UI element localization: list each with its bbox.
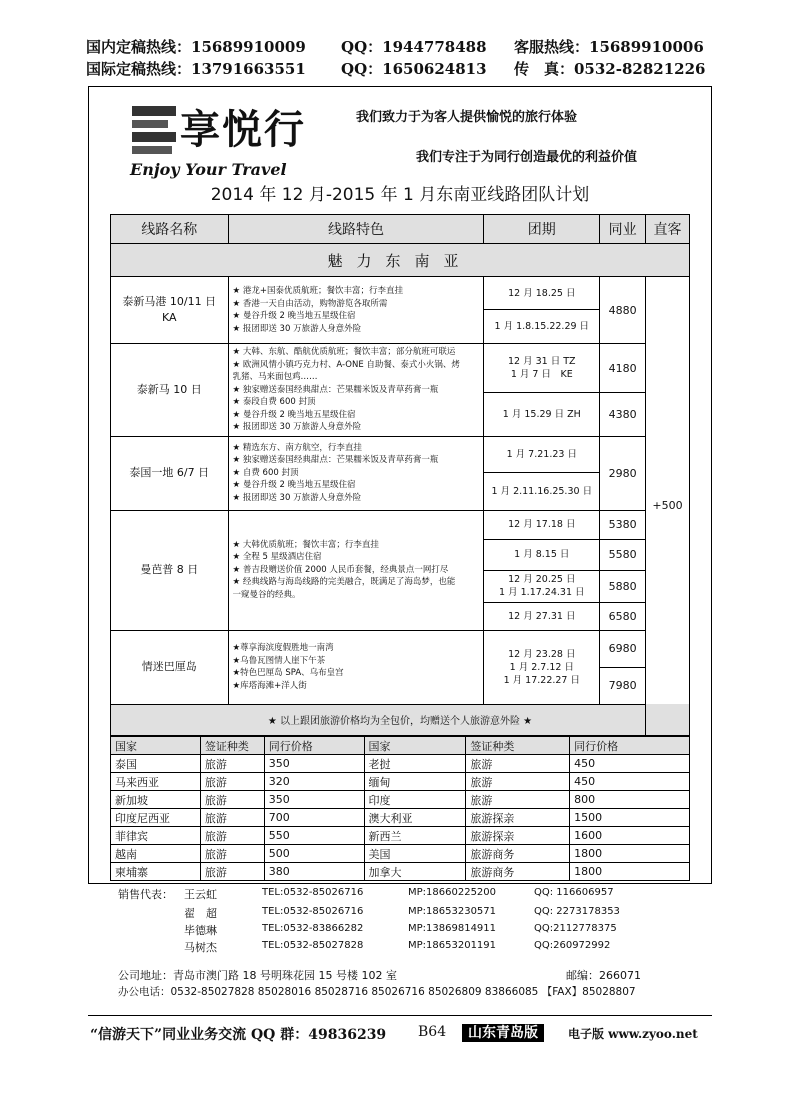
col-route: 线路名称 <box>111 215 229 244</box>
route-features: ★ 大韩优质航班；餐饮丰富；行李直挂 ★ 全程 5 星级酒店住宿 ★ 普吉段赠送价值 2000 人民币套餐，经典景点一网打尽 ★ 经典线路与海岛线路的完美融合，既满足了海岛梦，也能 一窥曼谷的经典。 <box>228 510 484 630</box>
rep-qq: QQ: 116606957 <box>534 887 614 898</box>
route-period: 12 月 17.18 日 <box>484 510 600 539</box>
section-title: 魅力东南亚 <box>111 244 690 277</box>
fax: 传 真：0532-82821226 <box>514 60 706 78</box>
direct-price: +500 <box>646 277 690 736</box>
rep-qq: QQ:260972992 <box>534 940 611 951</box>
route-price: 2980 <box>600 436 646 510</box>
col-direct-price: 直客 <box>646 215 690 244</box>
route-price: 4880 <box>600 277 646 344</box>
route-price: 5380 <box>600 510 646 539</box>
visa-row: 越南 旅游 500 美国 旅游商务 1800 <box>111 845 690 863</box>
rep-mobile: MP:18653201191 <box>408 940 497 951</box>
visa-table <box>110 736 690 881</box>
rep-mobile: MP:18653230571 <box>408 906 497 917</box>
rep-name: 毕德琳 <box>184 924 217 937</box>
route-features: ★ 大韩、东航、酷航优质航班；餐饮丰富；部分航班可联运 ★ 欧洲风情小镇巧克力村、A-ONE 自助餐、泰式小火锅、烤 乳猪、马来面包鸡…… ★ 独家赠送泰国经典甜点：芒果糯米饭及青草药膏一瓶 ★ 泰段自费 600 封顶 ★ 曼谷升级 2 晚当地五星级住宿 ★ 报团即送 30 万旅游人身意外险 <box>228 344 484 437</box>
intl-hotline: 国际定稿热线：13791663551 <box>86 60 306 78</box>
visa-head: 国家 <box>364 737 466 755</box>
visa-row: 泰国 旅游 350 老挝 旅游 450 <box>111 755 690 773</box>
route-period: 1 月 1.8.15.22.29 日 <box>484 310 600 344</box>
tour-footer-note: ★ 以上跟团旅游价格均为全包价，均赠送个人旅游意外险 ★ <box>111 704 690 735</box>
route-name: 曼芭普 8 日 <box>111 510 229 630</box>
visa-head: 同行价格 <box>570 737 690 755</box>
route-name: 泰新马港 10/11 日 KA <box>111 277 229 344</box>
website: 电子版 www.zyoo.net <box>568 1027 698 1041</box>
edition-label: 山东青岛版 <box>462 1024 544 1042</box>
domestic-qq: QQ：1944778488 <box>341 38 487 56</box>
route-features: ★ 精选东方、南方航空，行李直挂 ★ 独家赠送泰国经典甜点：芒果糯米饭及青草药膏一瓶 ★ 自费 600 封顶 ★ 曼谷升级 2 晚当地五星级住宿 ★ 报团即送 30 万旅游人身意外险 <box>228 436 484 510</box>
domestic-hotline: 国内定稿热线：15689910009 <box>86 38 306 56</box>
rep-tel: TEL:0532-85026716 <box>262 906 364 917</box>
company-phone: 办公电话：0532-85027828 85028016 85028716 85026716 85026809 83866085 【FAX】85028807 <box>118 986 636 998</box>
route-period: 1 月 8.15 日 <box>484 539 600 570</box>
route-price: 6980 <box>600 630 646 667</box>
sales-label: 销售代表： <box>118 888 173 901</box>
page-number: B64 <box>418 1024 447 1040</box>
route-name: 泰国一地 6/7 日 <box>111 436 229 510</box>
route-price: 5880 <box>600 570 646 602</box>
route-period: 12 月 27.31 日 <box>484 602 600 630</box>
route-period: 12 月 20.25 日 1 月 1.17.24.31 日 <box>484 570 600 602</box>
route-period: 12 月 23.28 日 1 月 2.7.12 日 1 月 17.22.27 日 <box>484 630 600 704</box>
visa-row: 新加坡 旅游 350 印度 旅游 800 <box>111 791 690 809</box>
visa-head: 签证种类 <box>466 737 570 755</box>
rep-mobile: MP:18660225200 <box>408 887 497 898</box>
route-name: 泰新马 10 日 <box>111 344 229 437</box>
visa-head: 签证种类 <box>200 737 264 755</box>
col-features: 线路特色 <box>228 215 484 244</box>
visa-row: 马来西亚 旅游 320 缅甸 旅游 450 <box>111 773 690 791</box>
rep-name: 翟 超 <box>184 907 217 920</box>
slogan-1: 我们致力于为客人提供愉悦的旅行体验 <box>356 110 578 125</box>
visa-head: 国家 <box>111 737 201 755</box>
company-logo <box>128 96 318 188</box>
intl-qq: QQ：1650624813 <box>341 60 487 78</box>
route-period: 12 月 18.25 日 <box>484 277 600 310</box>
rep-qq: QQ:2112778375 <box>534 923 617 934</box>
visa-row: 菲律宾 旅游 550 新西兰 旅游探亲 1600 <box>111 827 690 845</box>
route-price: 4180 <box>600 344 646 393</box>
col-period: 团期 <box>484 215 600 244</box>
plan-title: 2014 年 12 月-2015 年 1 月东南亚线路团队计划 <box>210 185 590 205</box>
route-period: 12 月 31 日 TZ 1 月 7 日 KE <box>484 344 600 393</box>
route-price: 4380 <box>600 393 646 436</box>
route-features: ★ 港龙+国泰优质航班；餐饮丰富；行李直挂 ★ 香港一天自由活动，购物游览各取所需 ★ 曼谷升级 2 晚当地五星级住宿 ★ 报团即送 30 万旅游人身意外险 <box>228 277 484 344</box>
col-trade-price: 同业 <box>600 215 646 244</box>
route-price: 7980 <box>600 667 646 704</box>
company-address: 公司地址：青岛市澳门路 18 号明珠花园 15 号楼 102 室 <box>118 969 397 982</box>
rep-name: 王云虹 <box>184 888 217 901</box>
rep-tel: TEL:0532-85026716 <box>262 887 364 898</box>
slogan-2: 我们专注于为同行创造最优的利益价值 <box>416 150 638 165</box>
route-price: 6580 <box>600 602 646 630</box>
company-postcode: 邮编：266071 <box>566 969 641 982</box>
visa-head: 同行价格 <box>264 737 364 755</box>
tour-table <box>110 214 690 736</box>
logo-cn: 享悦行 <box>180 106 306 153</box>
visa-row: 印度尼西亚 旅游 700 澳大利亚 旅游探亲 1500 <box>111 809 690 827</box>
rep-name: 马树杰 <box>184 941 217 954</box>
service-hotline: 客服热线：15689910006 <box>514 38 704 56</box>
bottom-divider <box>88 1015 712 1016</box>
route-period: 1 月 15.29 日 ZH <box>484 393 600 436</box>
rep-tel: TEL:0532-85027828 <box>262 940 364 951</box>
route-price: 5580 <box>600 539 646 570</box>
route-name: 情迷巴厘岛 <box>111 630 229 704</box>
rep-tel: TEL:0532-83866282 <box>262 923 364 934</box>
qq-group: “信游天下”同业业务交流 QQ 群：49836239 <box>90 1027 387 1043</box>
route-period: 1 月 7.21.23 日 <box>484 436 600 472</box>
route-features: ★尊享海滨度假胜地一南湾 ★乌鲁瓦图情人崖下午茶 ★特色巴厘岛 SPA、乌布皇宫 ★库塔海滩+洋人街 <box>228 630 484 704</box>
route-period: 1 月 2.11.16.25.30 日 <box>484 472 600 510</box>
rep-mobile: MP:13869814911 <box>408 923 497 934</box>
rep-qq: QQ: 2273178353 <box>534 906 620 917</box>
logo-en: Enjoy Your Travel <box>130 160 287 179</box>
visa-row: 柬埔寨 旅游 380 加拿大 旅游商务 1800 <box>111 863 690 881</box>
